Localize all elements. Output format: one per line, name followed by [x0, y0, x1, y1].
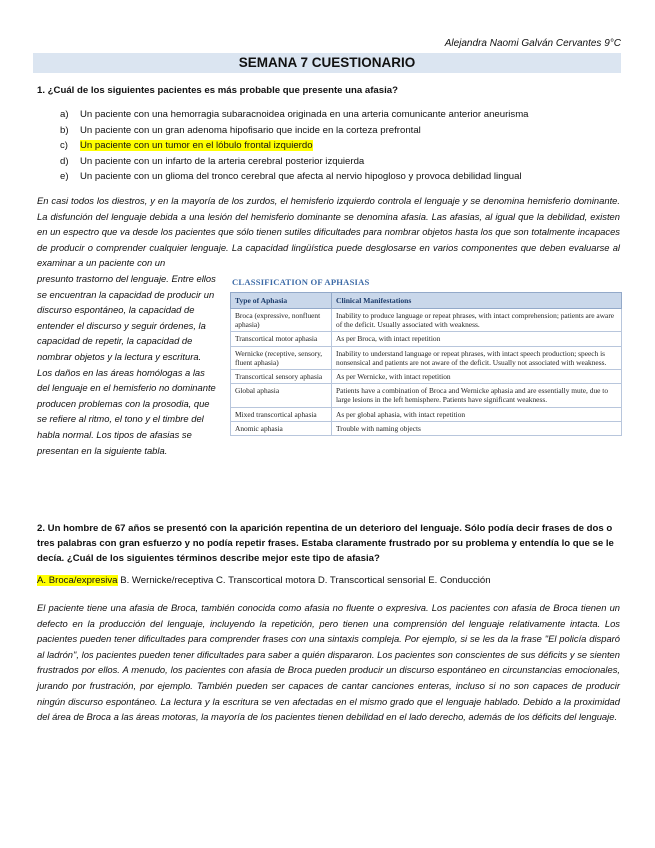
table-row: Mixed transcortical aphasia As per global aphasia, with intact repetition	[231, 407, 622, 421]
question-2: 2. Un hombre de 67 años se presentó con la aparición repentina de un deterioro del lenguaje. Sólo podía decir frases de dos o tres palabras con gran esfuerzo y no podía repetir frases. Estaba claramente frustrado por su problema y entendía lo que se le decía. ¿Cuál de los siguientes términos describe mejor este tipo de afasia?	[37, 523, 614, 564]
option-a: a) Un paciente con una hemorragia subaracnoidea originada en una arteria comunicante anterior aneurisma	[60, 109, 529, 120]
table-header-row	[231, 293, 622, 309]
table-row: Transcortical motor aphasia As per Broca, with intact repetition	[231, 332, 622, 346]
table-header-type: Type of Aphasia	[231, 293, 332, 309]
question-2-answers	[37, 575, 491, 586]
table-row: Wernicke (receptive, sensory, fluent aphasia) Inability to understand language or repeat phrases, with intact speech production; speech is nonsensical and patients are not aware of the deficit. Usually not associated with weakness.	[231, 346, 622, 369]
question-1: 1. ¿Cuál de los siguientes pacientes es más probable que presente una afasia?	[37, 85, 398, 96]
answer-others: B. Wernicke/receptiva C. Transcortical motora D. Transcortical sensorial E. Conducción	[117, 575, 491, 586]
table-header-manifestations: Clinical Manifestations	[332, 293, 622, 309]
option-e: e) Un paciente con un glioma del tronco cerebral que afecta al nervio hipogloso y provoca debilidad lingual	[60, 171, 522, 183]
q1-explanation-side: presunto trastorno del lenguaje. Entre ellos se encuentran la capacidad de producir un discurso espontáneo, la capacidad de entender el discurso y seguir órdenes, la capacidad de repetir, la capacidad de nombrar objetos y la lectura y escritura. Los daños en las áreas homólogas a las del lenguaje en el hemisferio no dominante producen problemas con la prosodia, que se refiere al ritmo, el tono y el timbre del habla normal. Los tipos de afasias se presentan en la siguiente tabla.	[37, 273, 216, 456]
answer-a-correct: A. Broca/expresiva	[37, 575, 118, 586]
table-caption: CLASSIFICATION OF APHASIAS	[232, 277, 370, 287]
table-row: Transcortical sensory aphasia As per Wernicke, with intact repetition	[231, 370, 622, 384]
author-name: Alejandra Naomi Galván Cervantes 9°C	[444, 38, 621, 49]
page-title: SEMANA 7 CUESTIONARIO	[33, 53, 621, 73]
table-row: Anomic aphasia Trouble with naming objects	[231, 421, 622, 435]
question-1-options	[60, 107, 529, 185]
table-row: Broca (expressive, nonfluent aphasia) Inability to produce language or repeat phrases, with intact comprehension; patients are aware of the deficit. Usually associated with weakness.	[231, 309, 622, 332]
q2-explanation: El paciente tiene una afasia de Broca, también conocida como afasia no fluente o expresiva. Los pacientes con afasia de Broca tienen un defecto en la producción del lenguaje, incluyendo la repetición, pero tienen una comprensión del lenguaje relativamente intacta. Los pacientes pueden tener dificultades para comprender frases con una sintaxis compleja. Por ejemplo, si se les da la frase "El policía disparó al ladrón", los pacientes pueden tener dificultades para saber a quién dispararon. Los pacientes son conscientes de sus déficits y se sienten frustrados por ellos. A menudo, los pacientes con afasia de Broca pueden producir un discurso espontáneo en circunstancias emocionales, jurando por frustración, por ejemplo. También pueden ser capaces de cantar canciones enteras, incluso si no son capaces de producir ningún discurso espontáneo. La lectura y la escritura se ven afectadas en el mismo grado que el lenguaje hablado. Debido a la proximidad del área de Broca a las áreas motoras, la mayoría de los pacientes tienen debilidad en el lado derecho, además de los déficits del lenguaje.	[37, 602, 620, 723]
option-d: d) Un paciente con un infarto de la arteria cerebral posterior izquierda	[60, 155, 365, 167]
q1-explanation-top: En casi todos los diestros, y en la mayoría de los zurdos, el hemisferio izquierdo controla el lenguaje y se denomina hemisferio dominante. La disfunción del lenguaje debida a una lesión del hemisferio dominante se denomina afasia. Las afasias, al igual que la debilidad, existen en un espectro que va desde los pacientes que sólo tienen sutiles dificultades para nombrar objetos hasta los que son totalmente incapaces de producir o comprender cualquier lenguaje. La capacidad lingüística puede desglosarse en varios componentes que deben evaluarse al examinar a un paciente con un	[37, 195, 620, 269]
option-b: b) Un paciente con un gran adenoma hipofisario que incide en la corteza prefrontal	[60, 124, 421, 136]
aphasia-table	[230, 292, 622, 436]
option-c-correct: c) Un paciente con un tumor en el lóbulo frontal izquierdo	[60, 140, 313, 152]
table-row: Global aphasia Patients have a combination of Broca and Wernicke aphasia and are essentially mute, due to large lesions in the left hemisphere. Patients have significant weakness.	[231, 384, 622, 407]
